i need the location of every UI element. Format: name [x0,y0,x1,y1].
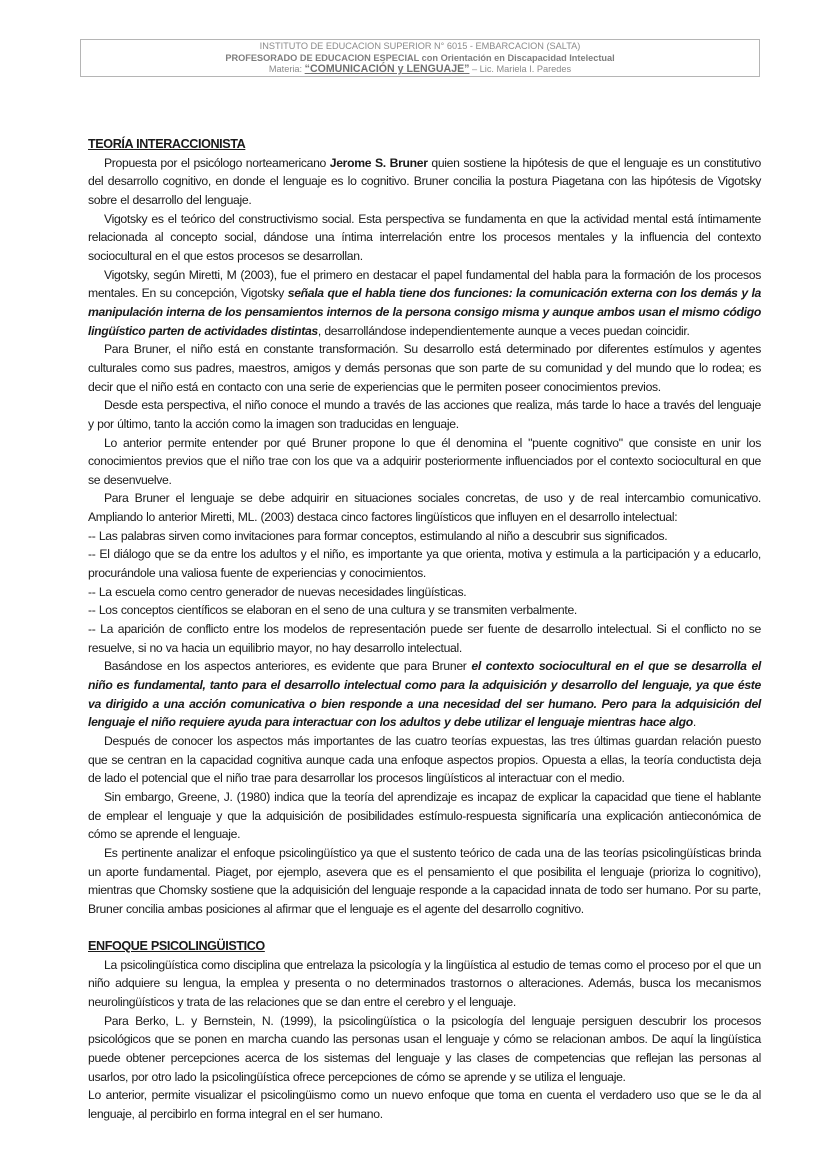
emphasis-run: señala que el habla tiene dos funciones: la comunicación externa con los demás y la manipulación interna de los pensamientos internos de la persona consigo misma y aunque ambos usan el mismo código lingüístico parten de actividades distintas [88,286,761,338]
factor-item: -- El diálogo que se da entre los adultos y el niño, es importante ya que orienta, motiva y estimula a la participación y a educarlo, procurándole una valiosa fuente de experiencias y conocimientos. [88,547,761,581]
bold-name: Jerome S. Bruner [329,155,428,170]
paragraph: Lo anterior, permite visualizar el psicolingüismo como un nuevo enfoque que toma en cuenta el verdadero uso que se le da al lenguaje, al percibirlo en forma integral en el ser humano. [88,1088,761,1121]
text-run: Basándose en los aspectos anteriores, es evidente que para Bruner [104,659,472,674]
paragraph: Para Berko, L. y Bernstein, N. (1999), la psicolingüística o la psicología del lenguaje persiguen descubrir los procesos psicológicos que se ponen en marcha cuando las personas usan el lenguaje y cómo se relacionan ambos. De aquí la lingüística puede obtener percepciones acerca de los sistemas del lenguaje y las clases de competencias que reflejan las personas al usarlos, por otro lado la psicolingüística ofrece percepciones de cómo se aprende y se utiliza el lenguaje. [88,1013,761,1084]
paragraph: Es pertinente analizar el enfoque psicolingüístico ya que el sustento teórico de cada una de las teorías psicolingüísticas brinda un aporte fundamental. Piaget, por ejemplo, asevera que es el pensamiento el que posibilita el lenguaje (prioriza lo cognitivo), mientras que Chomsky sostiene que la adquisición del lenguaje responde a la capacidad innata de todo ser humano. Por su parte, Bruner concilia ambas posiciones al afirmar que el lenguaje es el agente del desarrollo cognitivo. [88,845,761,916]
text-run: , desarrollándose independientemente aunque a veces puedan coincidir. [317,323,690,338]
section-title-psicolinguistico: ENFOQUE PSICOLINGÜISTICO [88,939,265,954]
paragraph: Desde esta perspectiva, el niño conoce el mundo a través de las acciones que realiza, más tarde lo hace a través del lenguaje y por último, tanto la acción como la imagen son traducidas en lenguaje. [88,398,761,431]
institute-line: INSTITUTO DE EDUCACION SUPERIOR N° 6015 - EMBARCACION (SALTA) [259,41,581,51]
emphasis-run: el contexto sociocultural en el que se desarrolla el niño es fundamental, tanto para el desarrollo intelectual como para la adquisición y desarrollo del lenguaje, ya que éste va dirigido a una acción comunicativa o bien responde a una necesidad del ser humano. Pero para la adquisición del lenguaje el niño requiere ayuda para interactuar con los adultos y debe utilizar el lenguaje mientras hace algo [88,659,761,730]
subject-line [81,64,759,76]
factor-item: -- Los conceptos científicos se elaboran en el seno de una cultura y se transmiten verbalmente. [88,603,577,618]
text-run: Propuesta por el psicólogo norteamericano [104,155,330,170]
text-run: quien sostiene la hipótesis de que el lenguaje es un constitutivo del desarrollo cognitivo, en donde el lenguaje es lo cognitivo. Bruner concilia la postura Piagetana con las hipótesis de Vigotsky sobre el desarrollo del lenguaje. [88,155,761,207]
paragraph: Para Bruner el lenguaje se debe adquirir en situaciones sociales concretas, de uso y de real intercambio comunicativo. Ampliando lo anterior Miretti, ML. (2003) destaca cinco factores lingüísticos que influyen en el desarrollo intelectual: [88,491,761,525]
factor-item: -- Las palabras sirven como invitaciones para formar conceptos, estimulando al niño a descubrir sus significados. [88,528,668,543]
paragraph: Lo anterior permite entender por qué Bruner propone lo que él denomina el "puente cognitivo" que consiste en unir los conocimientos previos que el niño trae con los que va a adquirir posteriormente influenciados por el contexto sociocultural en que se desenvuelve. [88,435,761,487]
program-line: PROFESORADO DE EDUCACION ESPECIAL con Orientación en Discapacidad Intelectual [225,52,615,63]
factor-item: -- La aparición de conflicto entre los modelos de representación puede ser fuente de desarrollo intelectual. Si el conflicto no se resuelve, si no va hacia un equilibrio mayor, no hay desarrollo intelectual. [88,622,761,655]
instructor-name: – Lic. Mariela I. Paredes [469,64,572,75]
paragraph: Sin embargo, Greene, J. (1980) indica que la teoría del aprendizaje es incapaz de explicar la capacidad que tiene el hablante de emplear el lenguaje y que la adquisición de posibilidades estímulo-respuesta significaría una explicación antieconómica de cómo se aprende el lenguaje. [88,789,761,842]
factor-item: -- La escuela como centro generador de nuevas necesidades lingüísticas. [88,584,467,599]
paragraph: La psicolingüística como disciplina que entrelaza la psicología y la lingüística al estudio de temas como el proceso por el que un niño adquiere su lengua, la emplea y presenta o no determinados trastornos o alteraciones. Además, busca los mecanismos neurolingüísticos y trata de las relaciones que se dan entre el cerebro y el lenguaje. [88,957,761,1010]
document-body [88,135,761,1124]
section-title-interaccionista: TEORÍA INTERACCIONISTA [88,137,246,151]
text-run: Vigotsky, según Miretti, M (2003), fue el primero en destacar el papel fundamental del habla para la formación de los procesos mentales. En su concepción, Vigotsky [88,267,761,301]
document-header [80,39,760,77]
paragraph: Para Bruner, el niño está en constante transformación. Su desarrollo está determinado por diferentes estímulos y agentes culturales como sus padres, maestros, amigos y demás personas que son parte de su comunidad y del mundo que lo rodea; es decir que el niño está en contacto con una serie de experiencias que le permiten poseer conocimientos previos. [88,342,761,394]
text-run: . [692,715,696,730]
subject-title: “COMUNICACIÓN y LENGUAJE” [304,63,470,76]
section-spacer [88,919,761,938]
subject-prefix: Materia: [268,64,305,75]
paragraph [88,154,761,210]
paragraph: Vigotsky es el teórico del constructivismo social. Esta perspectiva se fundamenta en que la actividad mental está íntimamente relacionada al concepto social, dándose una íntima interrelación entre los procesos mentales y la influencia del contexto sociocultural en el que estos procesos se desarrollan. [88,211,761,263]
paragraph [88,266,761,341]
paragraph: Después de conocer los aspectos más importantes de las cuatro teorías expuestas, las tres últimas guardan relación puesto que se centran en la capacidad cognitiva aunque cada una enfoque aspectos propios. Opuesta a ellas, la teoría conductista deja de lado el potencial que el niño trae para desarrollar los procesos lingüísticos al interactuar con el medio. [88,734,761,786]
paragraph [88,657,761,732]
